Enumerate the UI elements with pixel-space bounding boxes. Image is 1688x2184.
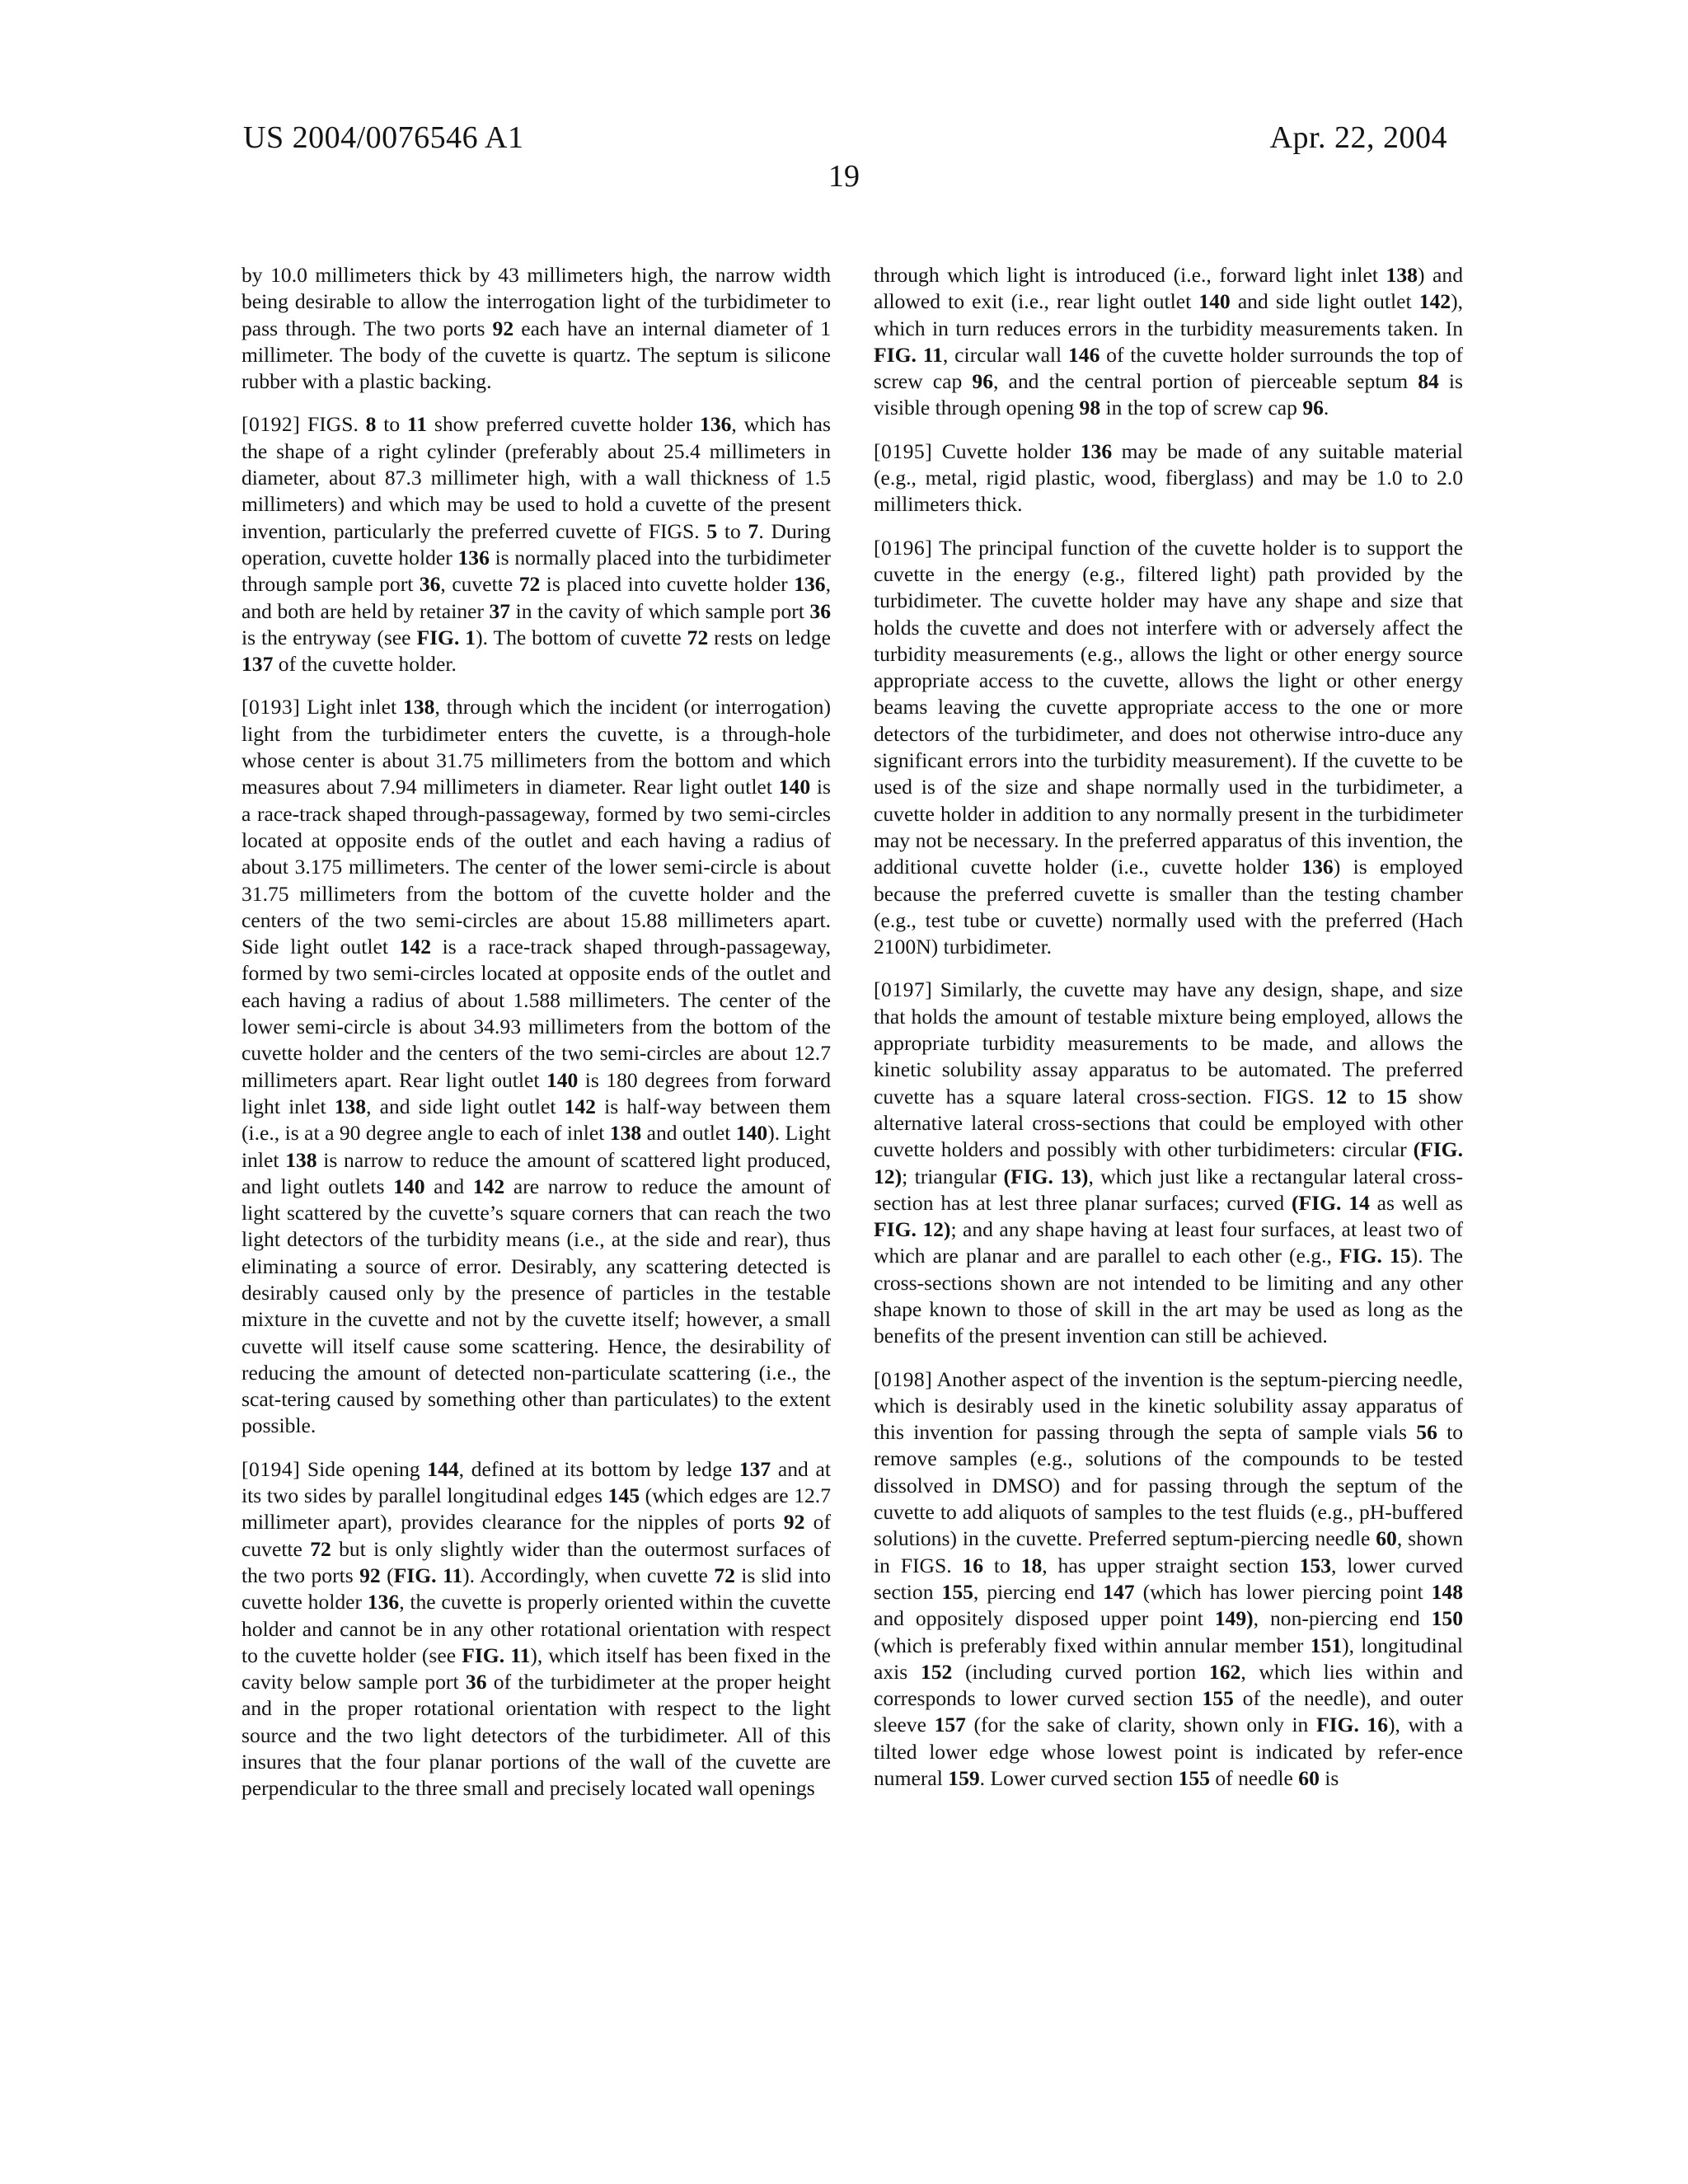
text-run: ; triangular: [902, 1164, 1004, 1188]
text-run: ), with a tilted lower edge whose lowest point is indicated by refer-ence numeral: [874, 1713, 1463, 1791]
text-run: Another aspect of the invention is the septum-piercing needle, which is desirably used in the kinetic solubility assay apparatus of this invention for passing through the septa of sample vials: [874, 1366, 1463, 1445]
reference-numeral: 84: [1418, 369, 1439, 394]
reference-numeral: 15: [1386, 1084, 1408, 1108]
text-run: to: [1347, 1084, 1386, 1108]
text-run: may be made of any suitable material (e.g., metal, rigid plastic, wood, fiberglass) and may be 1.0 to 2.0 millimeters thick.: [874, 438, 1464, 517]
text-run: Cuvette holder: [932, 438, 1081, 463]
text-run: .: [1323, 396, 1329, 420]
reference-numeral: 96: [1302, 396, 1324, 420]
text-run: in the cavity of which sample port: [510, 598, 810, 623]
text-run: but is only slightly wider than the outermost surfaces of the two ports: [241, 1536, 832, 1587]
text-run: show preferred cuvette holder: [427, 412, 701, 437]
reference-numeral: 155: [1202, 1686, 1234, 1711]
paragraph: [874, 535, 1463, 961]
right-text-column: [874, 262, 1463, 1808]
publication-date: Apr. 22, 2004: [1269, 120, 1447, 155]
reference-numeral: 92: [359, 1563, 381, 1587]
text-run: is 180 degrees from forward light inlet: [241, 1067, 831, 1118]
reference-numeral: 72: [687, 625, 709, 649]
text-run: is: [1319, 1766, 1339, 1791]
reference-numeral: 144: [427, 1456, 459, 1481]
text-run: (including curved portion: [952, 1659, 1209, 1684]
reference-numeral: (FIG. 13): [1003, 1164, 1089, 1188]
text-run: is visible through opening: [874, 369, 1464, 420]
paragraph-number: [0197]: [874, 977, 933, 1002]
text-run: (which is preferably fixed within annular member: [874, 1633, 1311, 1657]
text-run: ) is employed because the preferred cuvette is smaller than the testing chamber (e.g., test tube or cuvette) normally used with the preferred (Hach 2100N) turbidimeter.: [874, 855, 1463, 959]
reference-numeral: 140: [546, 1067, 579, 1092]
text-run: , and the central portion of pierceable septum: [992, 369, 1418, 394]
text-run: , cuvette: [440, 572, 519, 597]
reference-numeral: 142: [399, 935, 431, 959]
reference-numeral: 16: [962, 1553, 984, 1577]
text-run: , which has the shape of a right cylinder (preferably about 25.4 millimeters in diameter, about 87.3 millimeter high, with a wall thickness of 1.5 millimeters) and which may be used to hold a cuvette of the present invention, particularly the preferred cuvette of FIGS.: [241, 412, 832, 543]
reference-numeral: 155: [941, 1579, 973, 1604]
text-run: . During operation, cuvette holder: [241, 518, 831, 569]
reference-numeral: 140: [778, 775, 811, 799]
text-run: (: [380, 1563, 394, 1587]
text-run: Similarly, the cuvette may have any design, shape, and size that holds the amount of testable mixture being employed, allows the appropriate turbidity measurements to be made, and allows the kinetic solubility assay apparatus to be automated. The preferred cuvette has a square lateral cross-section. FIGS.: [874, 977, 1463, 1108]
text-run: ), which itself has been fixed in the cavity below sample port: [241, 1643, 832, 1694]
text-run: , shown in FIGS.: [874, 1526, 1463, 1577]
reference-numeral: 140: [393, 1174, 425, 1198]
reference-numeral: 159: [948, 1766, 980, 1791]
reference-numeral: 138: [334, 1094, 367, 1118]
text-run: by 10.0 millimeters thick by 43 millimeters high, the narrow width being desirable to allow the interrogation light of the turbidimeter to pass through. The two ports: [241, 263, 831, 340]
text-run: of the cuvette holder surrounds the top of screw cap: [874, 342, 1463, 394]
reference-numeral: 98: [1079, 396, 1101, 420]
text-run: , non-piercing end: [1253, 1606, 1432, 1631]
reference-numeral: (FIG. 14: [1291, 1190, 1370, 1215]
text-run: in the top of screw cap: [1100, 396, 1303, 420]
text-run: ). Light inlet: [241, 1121, 832, 1172]
reference-numeral: 137: [738, 1456, 771, 1481]
paragraph: [874, 1366, 1463, 1793]
reference-numeral: 36: [809, 598, 831, 623]
reference-numeral: 148: [1431, 1579, 1463, 1604]
text-run: is slid into cuvette holder: [241, 1563, 831, 1615]
paragraph-number: [0193]: [241, 695, 301, 719]
text-run: of the turbidimeter at the proper height and in the proper rotational orientation with respect to the light source and the two light detectors of the turbidimeter. All of this insures that the four planar portions of the wall of the cuvette are perpendicular to the three small and precisely located wall openings: [241, 1670, 832, 1801]
reference-numeral: 11: [406, 412, 428, 437]
text-run: is a race-track shaped through-passageway, formed by two semi-circles located at opposite ends of the outlet and each having a radius of about 3.175 millimeters. The center of the lower semi-circle is about 31.75 millimeters from the bottom of the cuvette holder and the centers of the two semi-circles are about 15.88 millimeters apart. Side light outlet: [241, 775, 831, 959]
reference-numeral: 72: [714, 1563, 735, 1587]
paragraph: [241, 411, 831, 677]
text-run: ). Accordingly, when cuvette: [462, 1563, 715, 1587]
reference-numeral: 138: [285, 1147, 317, 1172]
text-run: ; and any shape having at least four surfaces, at least two of which are planar and are parallel to each other (e.g.,: [874, 1217, 1463, 1268]
reference-numeral: 153: [1299, 1553, 1331, 1577]
text-run: , lower curved section: [874, 1553, 1463, 1604]
reference-numeral: FIG. 16: [1315, 1713, 1389, 1737]
reference-numeral: 138: [609, 1121, 642, 1146]
text-run: , has upper straight section: [1042, 1553, 1300, 1577]
text-run: to remove samples (e.g., solutions of the compounds to be tested dissolved in DMSO) and for passing through the septum of the cuvette to add aliquots of samples to the test fluids (e.g., pH-buffered solutions) in the cuvette. Preferred septum-piercing needle: [874, 1420, 1464, 1551]
paragraph: [874, 977, 1463, 1349]
reference-numeral: 92: [492, 316, 514, 340]
publication-number: US 2004/0076546 A1: [243, 120, 524, 155]
reference-numeral: 151: [1310, 1633, 1343, 1657]
reference-numeral: 142: [564, 1094, 596, 1118]
text-run: ), longitudinal axis: [874, 1633, 1463, 1684]
reference-numeral: 140: [735, 1121, 768, 1146]
text-run: of the needle), and outer sleeve: [874, 1686, 1463, 1737]
text-run: of the cuvette holder.: [273, 652, 457, 677]
reference-numeral: 72: [310, 1536, 331, 1561]
text-run: The principal function of the cuvette holder is to support the cuvette in the energy (e.g., filtered light) path provided by the turbidimeter. The cuvette holder may have any shape and size that holds the cuvette and does not interfere with or adversely affect the turbidity measurements (e.g., allows the light or other energy source appropriate access to the cuvette, allows the light or other energy beams leaving the cuvette appropriate access to the one or more detectors of the turbidimeter, and does not otherwise intro-duce any significant errors into the turbidity measurement). If the cuvette to be used is of the size and shape normally used in the turbidimeter, a cuvette holder in addition to any normally present in the turbidimeter may not be necessary. In the preferred apparatus of this invention, the additional cuvette holder (i.e., cuvette holder: [874, 535, 1463, 879]
reference-numeral: 136: [700, 412, 732, 437]
text-run: and side light outlet: [1230, 289, 1419, 314]
reference-numeral: 136: [1301, 855, 1334, 879]
text-run: rests on ledge: [708, 625, 831, 649]
paragraph-number: [0198]: [874, 1366, 933, 1391]
reference-numeral: FIG. 12): [874, 1217, 951, 1242]
reference-numeral: 136: [367, 1590, 400, 1615]
text-run: . Lower curved section: [979, 1766, 1179, 1791]
paragraph: [241, 262, 831, 395]
reference-numeral: 18: [1020, 1553, 1043, 1577]
reference-numeral: 8: [365, 412, 377, 437]
reference-numeral: 7: [748, 518, 759, 543]
reference-numeral: 138: [1386, 263, 1418, 287]
reference-numeral: 162: [1208, 1659, 1241, 1684]
reference-numeral: FIG. 15: [1339, 1244, 1411, 1268]
reference-numeral: 36: [465, 1670, 487, 1694]
reference-numeral: 136: [457, 545, 490, 569]
text-run: , the cuvette is properly oriented within the cuvette holder and cannot be in any other rotational orientation with respect to the cuvette holder (see: [241, 1590, 831, 1667]
text-run: are narrow to reduce the amount of light scattered by the cuvette’s square corners that can reach the two light detectors of the turbidity means (i.e., at the side and rear), thus eliminating a source of error. Desirably, any scattering detected is desirably caused only by the presence of particles in the testable mixture in the cuvette and not by the cuvette itself; however, a small cuvette will itself cause some scattering. Hence, the desirability of reducing the amount of detected non-particulate scattering (i.e., the scat-tering caused by something other than particulates) to the extent possible.: [241, 1174, 831, 1438]
text-run: is a race-track shaped through-passageway, formed by two semi-circles located at opposite ends of the outlet and each having a radius of about 1.588 millimeters. The center of the lower semi-circle is about 34.93 millimeters from the bottom of the cuvette holder and the centers of the two semi-circles are about 12.7 millimeters apart. Rear light outlet: [241, 935, 831, 1092]
paragraph-number: [0196]: [874, 535, 933, 560]
reference-numeral: 145: [607, 1483, 640, 1508]
reference-numeral: 150: [1431, 1606, 1463, 1631]
reference-numeral: 12: [1325, 1084, 1348, 1108]
reference-numeral: 36: [419, 572, 441, 597]
text-run: and at its two sides by parallel longitudinal edges: [241, 1456, 832, 1508]
text-run: FIGS.: [300, 412, 366, 437]
reference-numeral: 37: [489, 598, 511, 623]
reference-numeral: 96: [972, 369, 993, 394]
text-run: is narrow to reduce the amount of scattered light produced, and light outlets: [241, 1147, 831, 1198]
reference-numeral: FIG. 11: [393, 1563, 463, 1587]
reference-numeral: FIG. 1: [416, 625, 476, 649]
text-run: as well as: [1369, 1190, 1464, 1215]
text-run: , and side light outlet: [366, 1094, 565, 1118]
text-run: show alternative lateral cross-sections that could be employed with other cuvette holders and possibly with other turbidimeters: circular: [874, 1084, 1463, 1162]
text-run: , through which the incident (or interrogation) light from the turbidimeter enters the cuvette, is a through-hole whose center is about 31.75 millimeters from the bottom and which measures about 7.94 millimeters in diameter. Rear light outlet: [241, 695, 831, 799]
text-run: ) and allowed to exit (i.e., rear light outlet: [874, 263, 1464, 314]
reference-numeral: 136: [794, 572, 826, 597]
text-run: , which just like a rectangular lateral cross-section has at lest three planar surfaces; curved: [874, 1164, 1463, 1215]
text-run: ). The bottom of cuvette: [476, 625, 687, 649]
reference-numeral: (FIG. 12): [874, 1137, 1463, 1188]
left-text-column: [241, 262, 831, 1819]
reference-numeral: 60: [1376, 1526, 1397, 1551]
text-run: to: [983, 1553, 1021, 1577]
reference-numeral: 72: [518, 572, 541, 597]
reference-numeral: 60: [1298, 1766, 1320, 1791]
text-run: and outlet: [641, 1121, 736, 1146]
reference-numeral: FIG. 11: [462, 1643, 531, 1667]
text-run: ). The cross-sections shown are not intended to be limiting and any other shape known to those of skill in the art may be used as long as the benefits of the present invention can still be achieved.: [874, 1244, 1463, 1348]
text-run: each have an internal diameter of 1 millimeter. The body of the cuvette is quartz. The septum is silicone rubber with a plastic backing.: [241, 316, 831, 394]
text-run: Light inlet: [300, 695, 404, 719]
text-run: through which light is introduced (i.e., forward light inlet: [874, 263, 1386, 287]
text-run: to: [717, 518, 748, 543]
reference-numeral: 142: [472, 1174, 505, 1198]
text-run: of needle: [1209, 1766, 1299, 1791]
text-run: is placed into cuvette holder: [540, 572, 795, 597]
reference-numeral: FIG. 11: [874, 342, 943, 367]
text-run: (for the sake of clarity, shown only in: [965, 1713, 1316, 1737]
text-run: and oppositely disposed upper point: [874, 1606, 1215, 1631]
text-run: to: [376, 412, 407, 437]
text-run: is half-way between them (i.e., is at a 90 degree angle to each of inlet: [241, 1094, 831, 1146]
paragraph: [874, 262, 1463, 422]
text-run: of cuvette: [241, 1510, 831, 1561]
text-run: (which has lower piercing point: [1134, 1579, 1432, 1604]
text-run: , circular wall: [942, 342, 1068, 367]
text-run: , defined at its bottom by ledge: [458, 1456, 739, 1481]
reference-numeral: 136: [1080, 438, 1113, 463]
text-run: is the entryway (see: [241, 625, 417, 649]
reference-numeral: 146: [1067, 342, 1100, 367]
text-run: (which edges are 12.7 millimeter apart), provides clearance for the nipples of ports: [241, 1483, 832, 1535]
reference-numeral: 149): [1214, 1606, 1254, 1631]
paragraph: [874, 438, 1463, 518]
reference-numeral: 152: [920, 1659, 953, 1684]
text-run: is normally placed into the turbidimeter through sample port: [241, 545, 831, 597]
reference-numeral: 138: [403, 695, 435, 719]
paragraph: [241, 1456, 831, 1802]
reference-numeral: 157: [934, 1713, 966, 1737]
reference-numeral: 56: [1416, 1420, 1437, 1445]
text-run: Side opening: [300, 1456, 428, 1481]
text-run: , and both are held by retainer: [241, 572, 831, 623]
paragraph: [241, 694, 831, 1439]
reference-numeral: 155: [1178, 1766, 1210, 1791]
text-run: , which lies within and corresponds to lower curved section: [874, 1659, 1463, 1711]
page-number: 19: [828, 159, 860, 194]
paragraph-number: [0194]: [241, 1456, 301, 1481]
reference-numeral: 140: [1198, 289, 1231, 314]
text-run: ), which in turn reduces errors in the turbidity measurements taken. In: [874, 289, 1464, 340]
reference-numeral: 147: [1103, 1579, 1135, 1604]
text-run: and: [424, 1174, 473, 1198]
reference-numeral: 5: [706, 518, 718, 543]
text-run: , piercing end: [973, 1579, 1104, 1604]
reference-numeral: 142: [1418, 289, 1451, 314]
paragraph-number: [0195]: [874, 438, 933, 463]
reference-numeral: 137: [241, 652, 274, 677]
paragraph-number: [0192]: [241, 412, 301, 437]
reference-numeral: 92: [783, 1510, 805, 1535]
